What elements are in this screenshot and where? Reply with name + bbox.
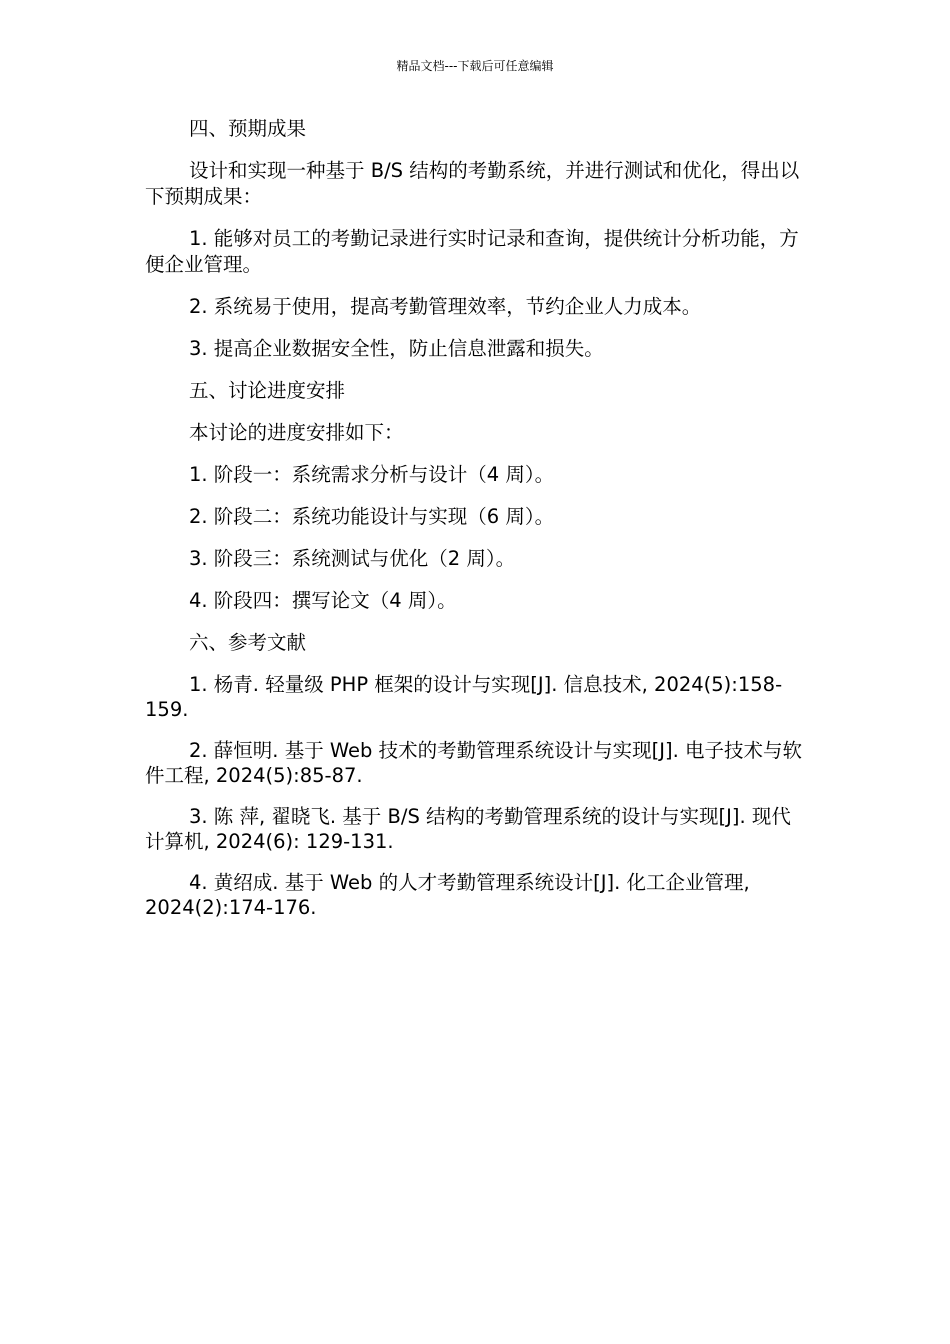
list-item-schedule-stage-2: 2. 阶段二：系统功能设计与实现（6 周）。	[189, 505, 555, 528]
section-heading-references: 六、参考文献	[189, 631, 307, 654]
reference-item-4: 4. 黄绍成. 基于 Web 的人才考勤管理系统设计[J]. 化工企业管理, 2024(2):174-176.	[145, 871, 750, 919]
list-item-schedule-stage-1: 1. 阶段一：系统需求分析与设计（4 周）。	[189, 463, 555, 486]
list-item-schedule-stage-4: 4. 阶段四：撰写论文（4 周）。	[189, 589, 457, 612]
list-item-expected-result-1: 1. 能够对员工的考勤记录进行实时记录和查询，提供统计分析功能，方便企业管理。	[145, 227, 799, 276]
paragraph-intro-schedule: 本讨论的进度安排如下：	[189, 421, 404, 444]
section-heading-expected-results: 四、预期成果	[189, 117, 307, 140]
list-item-schedule-stage-3: 3. 阶段三：系统测试与优化（2 周）。	[189, 547, 516, 570]
page-header-watermark: 精品文档---下载后可任意编辑	[396, 59, 554, 73]
reference-item-1: 1. 杨青. 轻量级 PHP 框架的设计与实现[J]. 信息技术, 2024(5):158-159.	[145, 673, 783, 721]
paragraph-intro-expected-results: 设计和实现一种基于 B/S 结构的考勤系统，并进行测试和优化，得出以下预期成果：	[145, 159, 800, 208]
list-item-expected-result-3: 3. 提高企业数据安全性，防止信息泄露和损失。	[189, 337, 604, 360]
reference-item-3: 3. 陈 萍, 翟晓飞. 基于 B/S 结构的考勤管理系统的设计与实现[J]. 现代计算机, 2024(6): 129-131.	[145, 805, 791, 853]
document-body	[145, 116, 807, 936]
section-heading-schedule: 五、讨论进度安排	[189, 379, 346, 402]
reference-item-2: 2. 薛恒明. 基于 Web 技术的考勤管理系统设计与实现[J]. 电子技术与软件工程, 2024(5):85-87.	[145, 739, 802, 787]
list-item-expected-result-2: 2. 系统易于使用，提高考勤管理效率，节约企业人力成本。	[189, 295, 702, 318]
